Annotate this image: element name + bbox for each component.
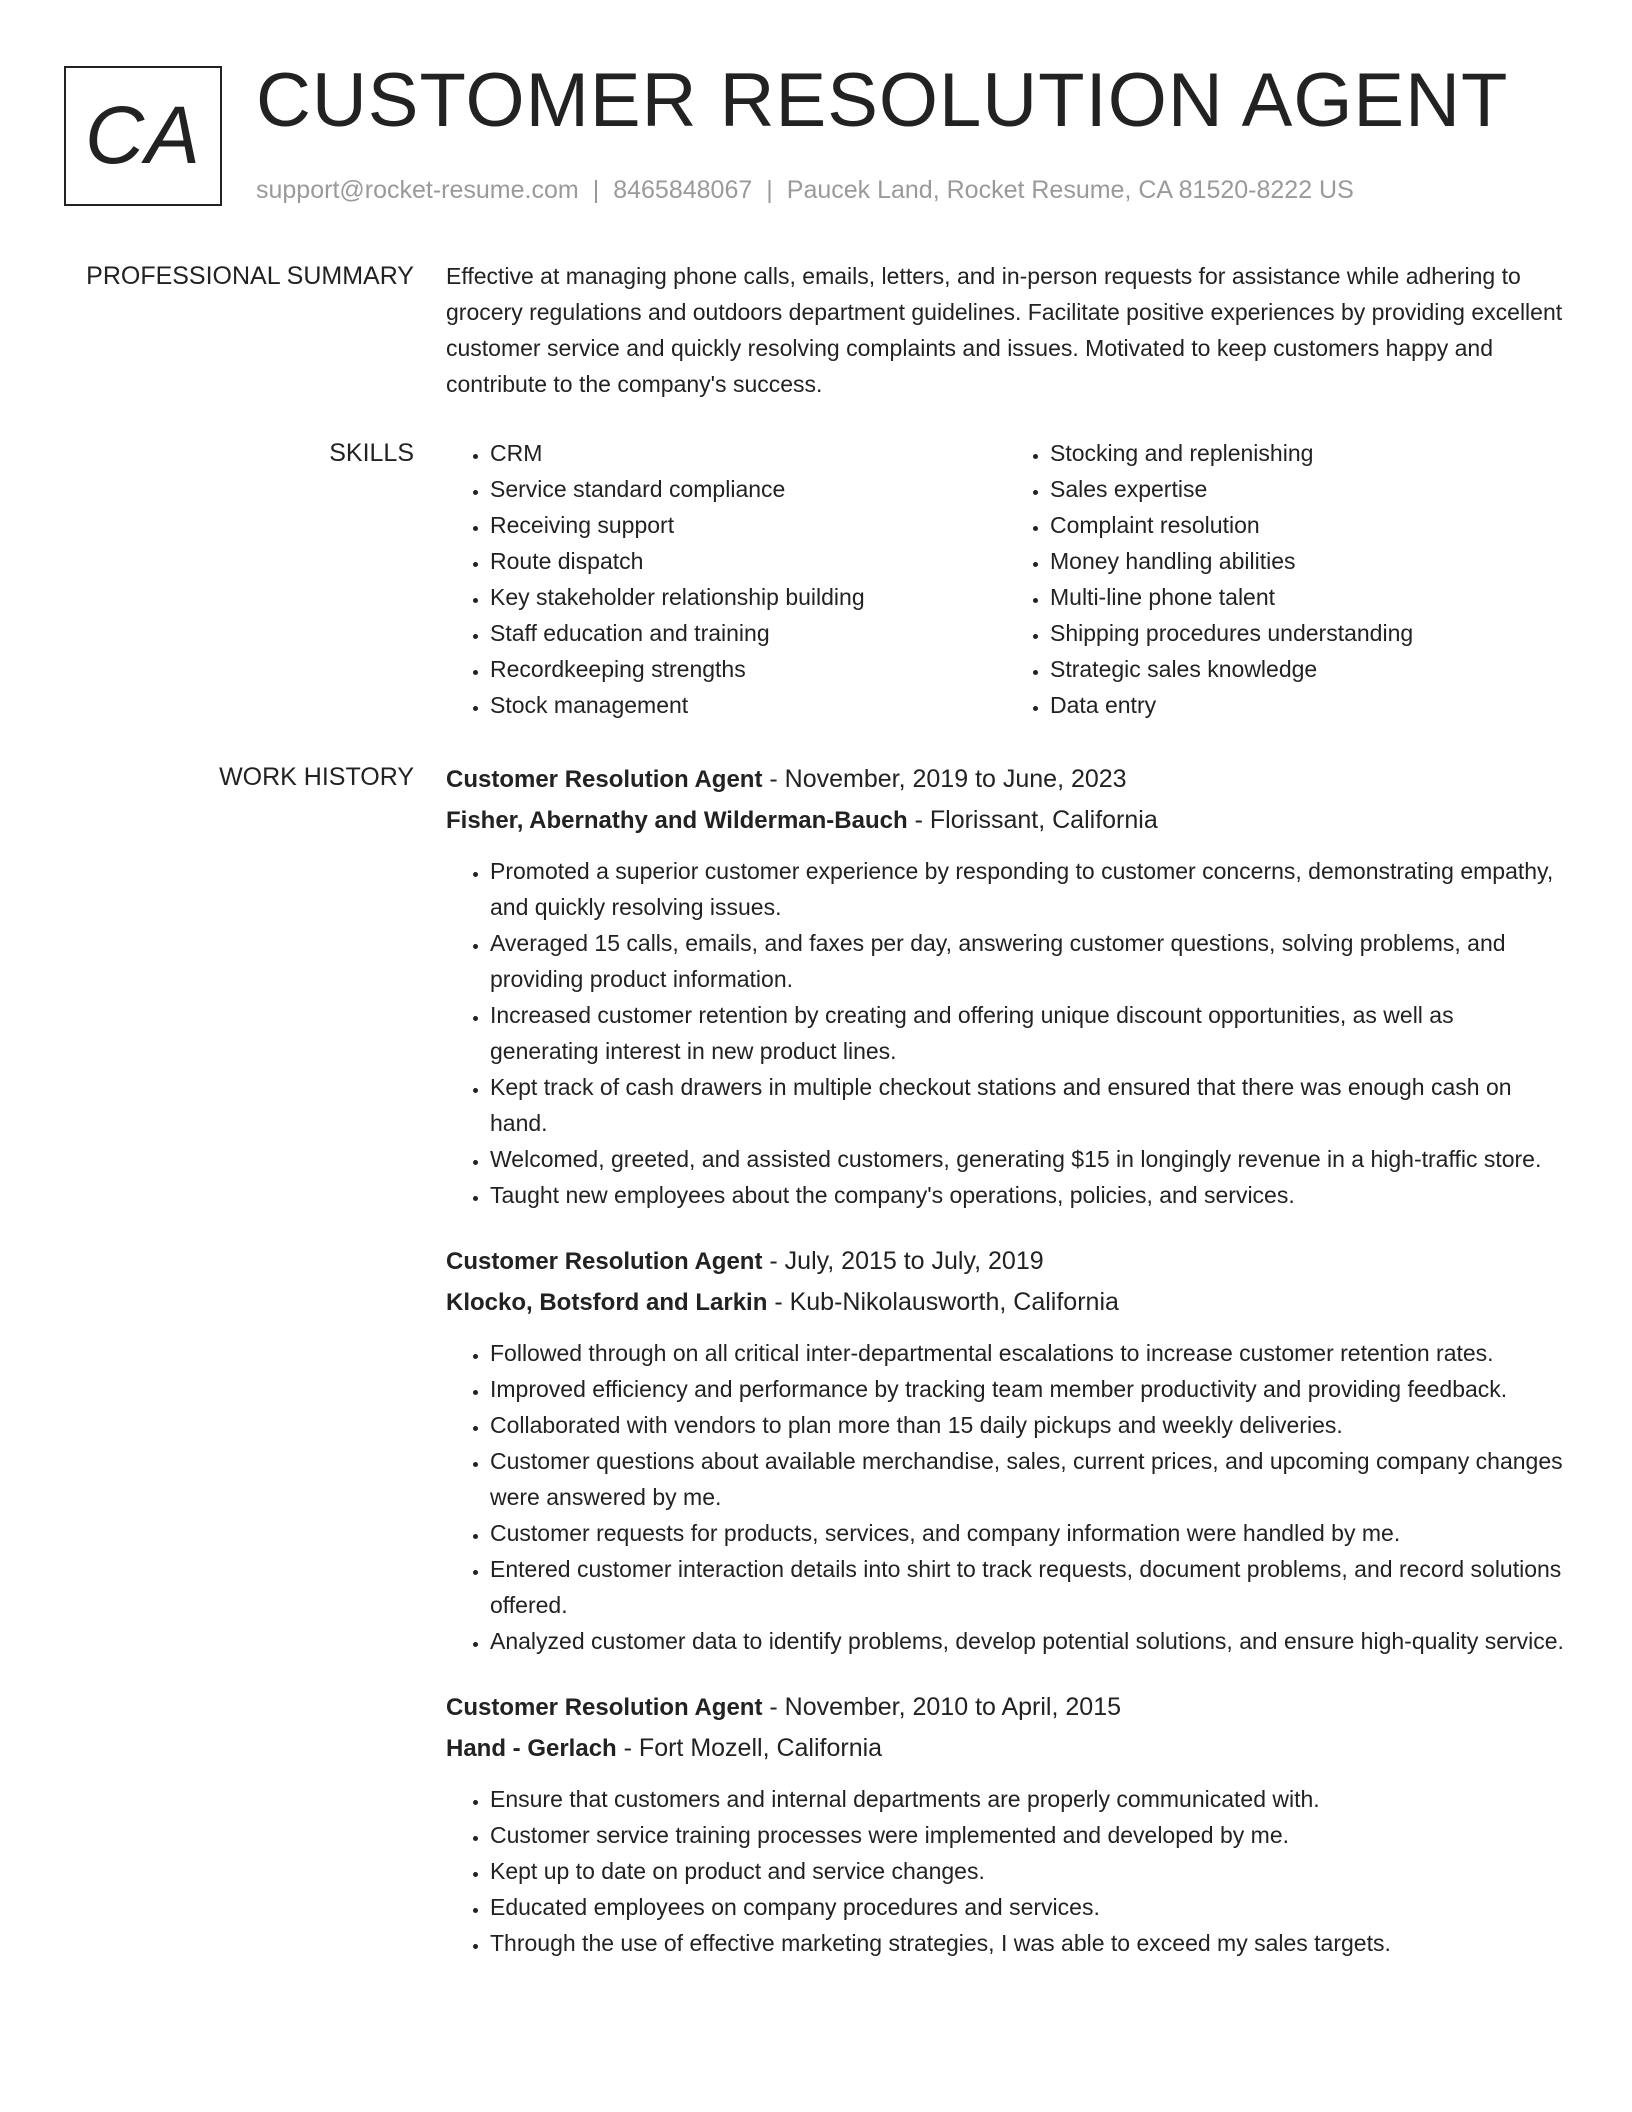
contact-email[interactable]: support@rocket-resume.com (256, 176, 579, 204)
job-location: - Kub-Nikolausworth, California (767, 1288, 1119, 1316)
job-company-line (446, 1728, 1566, 1769)
contact-phone[interactable]: 8465848067 (613, 176, 753, 204)
skill-item: • Route dispatch (490, 543, 1006, 579)
skills-list-left (446, 435, 1006, 723)
job-duty-item: • Customer questions about available merchandise, sales, current prices, and upcoming company changes were answered by me. (490, 1443, 1566, 1515)
job-entry (446, 1241, 1566, 1659)
section-label-summary: PROFESSIONAL SUMMARY (86, 262, 414, 290)
jobs-list (446, 759, 1566, 1989)
job-title-line (446, 1687, 1566, 1728)
skill-item: • Money handling abilities (1050, 543, 1566, 579)
job-duty-item: • Promoted a superior customer experience by responding to customer concerns, demonstrating empathy, and quickly resolving issues. (490, 853, 1566, 925)
job-duties-list (446, 1335, 1566, 1659)
job-duty-item: • Averaged 15 calls, emails, and faxes per day, answering customer questions, solving problems, and providing product information. (490, 925, 1566, 997)
job-duty-item: • Entered customer interaction details into shirt to track requests, document problems, and record solutions offered. (490, 1551, 1566, 1623)
skill-item: • Complaint resolution (1050, 507, 1566, 543)
monogram-initials: CA (85, 90, 201, 181)
skill-item: • Sales expertise (1050, 471, 1566, 507)
skills-list-right (1006, 435, 1566, 723)
job-duty-item: • Followed through on all critical inter-departmental escalations to increase customer retention rates. (490, 1335, 1566, 1371)
skill-item: • Stocking and replenishing (1050, 435, 1566, 471)
job-duty-item: • Customer service training processes were implemented and developed by me. (490, 1817, 1566, 1853)
job-duty-item: • Through the use of effective marketing strategies, I was able to exceed my sales targets. (490, 1925, 1566, 1961)
job-title: Customer Resolution Agent (446, 766, 763, 793)
job-location: - Fort Mozell, California (616, 1734, 883, 1762)
job-duties-list (446, 853, 1566, 1213)
job-duties-list (446, 1781, 1566, 1961)
job-dates: - November, 2010 to April, 2015 (762, 1693, 1121, 1721)
skill-item: • Data entry (1050, 687, 1566, 723)
skill-item: • Multi-line phone talent (1050, 579, 1566, 615)
job-company: Fisher, Abernathy and Wilderman-Bauch (446, 807, 908, 834)
contact-address: Paucek Land, Rocket Resume, CA 81520-8222 US (786, 176, 1354, 204)
job-duty-item: • Kept track of cash drawers in multiple checkout stations and ensured that there was enough cash on hand. (490, 1069, 1566, 1141)
section-label-skills: SKILLS (329, 439, 414, 467)
skill-item: • Stock management (490, 687, 1006, 723)
job-title-line (446, 759, 1566, 800)
contact-separator: | (592, 176, 600, 204)
job-duty-item: • Ensure that customers and internal departments are properly communicated with. (490, 1781, 1566, 1817)
skill-item: • Staff education and training (490, 615, 1006, 651)
job-company-line (446, 800, 1566, 841)
skill-item: • Key stakeholder relationship building (490, 579, 1006, 615)
job-duty-item: • Collaborated with vendors to plan more than 15 daily pickups and weekly deliveries. (490, 1407, 1566, 1443)
monogram-box (64, 66, 222, 206)
job-duty-item: • Welcomed, greeted, and assisted customers, generating $15 in longingly revenue in a high-traffic store. (490, 1141, 1566, 1177)
contact-line (256, 172, 1354, 208)
summary-text: Effective at managing phone calls, emails, letters, and in-person requests for assistance while adhering to grocery regulations and outdoors department guidelines. Facilitate positive experiences by providing excellent customer service and quickly resolving complaints and issues. Motivated to keep customers happy and contribute to the company's success. (446, 263, 1563, 397)
job-duty-item: • Taught new employees about the company's operations, policies, and services. (490, 1177, 1566, 1213)
job-duty-item: • Improved efficiency and performance by tracking team member productivity and providing feedback. (490, 1371, 1566, 1407)
job-company-line (446, 1282, 1566, 1323)
contact-separator: | (766, 176, 773, 204)
job-dates: - July, 2015 to July, 2019 (762, 1247, 1044, 1275)
job-duty-item: • Increased customer retention by creating and offering unique discount opportunities, as well as generating interest in new product lines. (490, 997, 1566, 1069)
resume-title: CUSTOMER RESOLUTION AGENT (256, 58, 1509, 143)
job-company: Klocko, Botsford and Larkin (446, 1289, 768, 1316)
job-duty-item: • Educated employees on company procedures and services. (490, 1889, 1566, 1925)
skill-item: • Recordkeeping strengths (490, 651, 1006, 687)
job-duty-item: • Kept up to date on product and service changes. (490, 1853, 1566, 1889)
skill-item: • Receiving support (490, 507, 1006, 543)
job-company: Hand - Gerlach (446, 1735, 617, 1762)
job-title: Customer Resolution Agent (446, 1694, 763, 1721)
job-duty-item: • Customer requests for products, services, and company information were handled by me. (490, 1515, 1566, 1551)
skill-item: • Strategic sales knowledge (1050, 651, 1566, 687)
skill-item: • Shipping procedures understanding (1050, 615, 1566, 651)
skill-item: • CRM (490, 435, 1006, 471)
skill-item: • Service standard compliance (490, 471, 1006, 507)
job-entry (446, 759, 1566, 1213)
job-dates: - November, 2019 to June, 2023 (762, 765, 1127, 793)
job-location: - Florissant, California (907, 806, 1158, 834)
job-entry (446, 1687, 1566, 1961)
job-duty-item: • Analyzed customer data to identify problems, develop potential solutions, and ensure high-quality service. (490, 1623, 1566, 1659)
job-title-line (446, 1241, 1566, 1282)
job-title: Customer Resolution Agent (446, 1248, 763, 1275)
section-label-work-history: WORK HISTORY (219, 763, 414, 791)
